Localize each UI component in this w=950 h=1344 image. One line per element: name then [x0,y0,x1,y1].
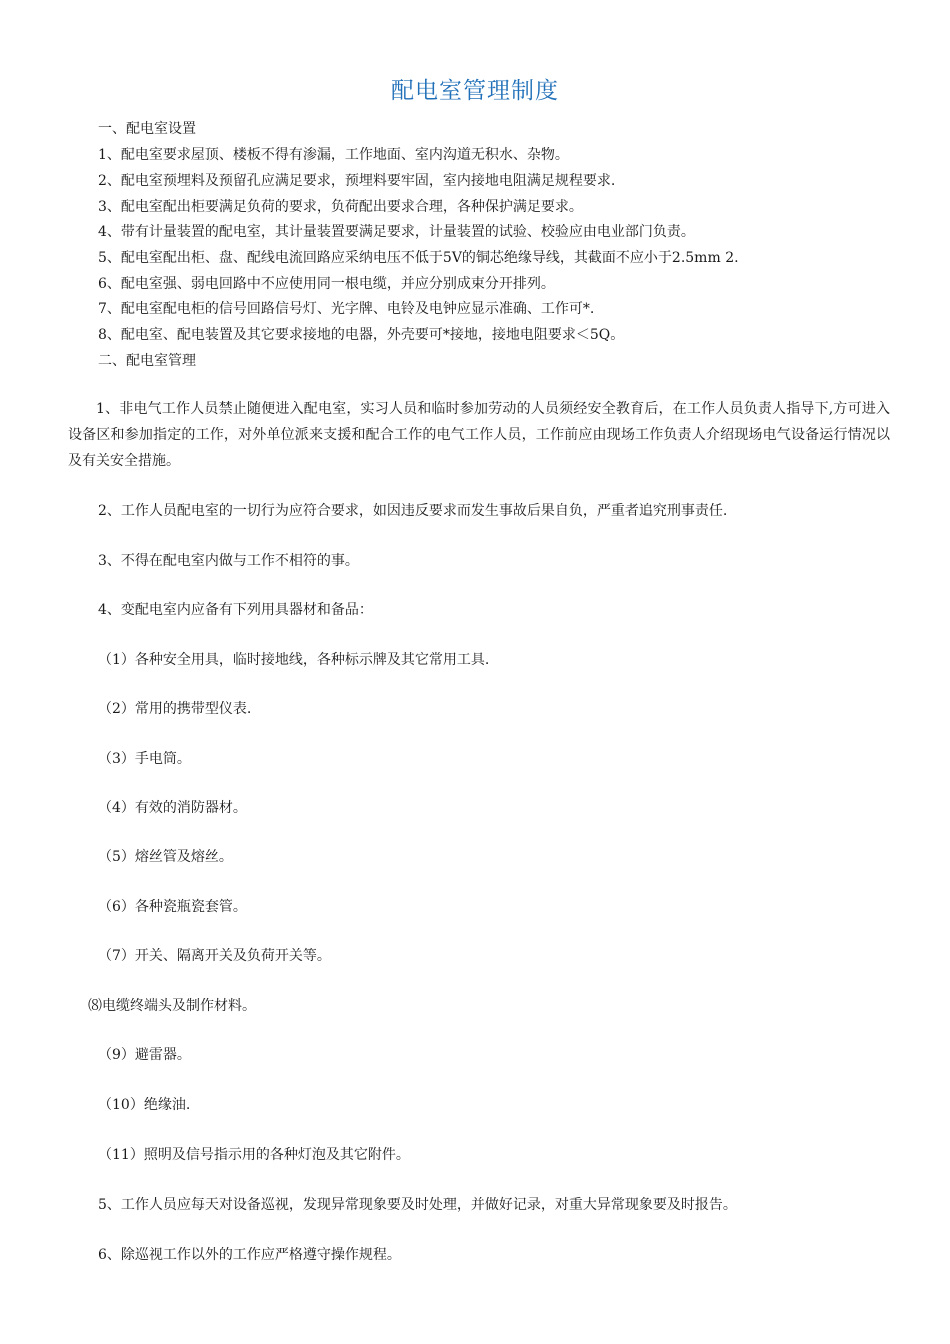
list-item: （1）各种安全用具，临时接地线，各种标示牌及其它常用工具. [98,652,490,668]
list-item: （5）熔丝管及熔丝。 [98,849,233,865]
list-item: （2）常用的携带型仪表. [98,701,252,717]
section2-heading: 二、配电室管理 [98,353,196,369]
section1-item-3: 3、配电室配出柜要满足负荷的要求，负荷配出要求合理，各种保护满足要求。 [98,199,583,215]
section1-item-5: 5、配电室配出柜、盘、配线电流回路应采纳电压不低于5V的铜芯绝缘导线，其截面不应小于2.5mm 2. [98,250,739,266]
section2-paragraph-6: 6、除巡视工作以外的工作应严格遵守操作规程。 [98,1247,401,1263]
list-item: （10）绝缘油. [98,1097,191,1113]
section1-item-7: 7、配电室配电柜的信号回路信号灯、光字牌、电铃及电钟应显示准确、工作可*. [98,301,595,317]
list-item: （3）手电筒。 [98,751,191,767]
section1-item-2: 2、配电室预埋料及预留孔应满足要求，预埋料要牢固，室内接地电阻满足规程要求. [98,173,616,189]
list-item: ⑻电缆终端头及制作材料。 [88,998,256,1014]
list-item: （11）照明及信号指示用的各种灯泡及其它附件。 [98,1147,410,1163]
section2-paragraph-1: 1、非电气工作人员禁止随便进入配电室，实习人员和临时参加劳动的人员须经安全教育后，在工作人员负责人指导下,方可进入设备区和参加指定的工作，对外单位派来支援和配合工作的电气工作人员，工作前应由现场工作负责人介绍现场电气设备运行情况以及有关安全措施。 [68,401,890,469]
list-item: （9）避雷器。 [98,1047,191,1063]
section1-item-4: 4、带有计量装置的配电室，其计量装置要满足要求，计量装置的试验、校验应由电业部门负责。 [98,224,695,240]
list-item: （4）有效的消防器材。 [98,800,247,816]
page-title: 配电室管理制度 [391,78,559,104]
list-item: （6）各种瓷瓶瓷套管。 [98,899,247,915]
section2-paragraph-4: 4、变配电室内应备有下列用具器材和备品： [98,602,373,618]
section2-paragraph-3: 3、不得在配电室内做与工作不相符的事。 [98,553,359,569]
section2-paragraph-5: 5、工作人员应每天对设备巡视，发现异常现象要及时处理，并做好记录，对重大异常现象要及时报告。 [98,1197,737,1213]
section1-item-6: 6、配电室强、弱电回路中不应使用同一根电缆，并应分别成束分开排列。 [98,276,555,292]
section2-paragraph-2: 2、工作人员配电室的一切行为应符合要求，如因违反要求而发生事故后果自负，严重者追究刑事责任. [98,503,728,519]
list-item: （7）开关、隔离开关及负荷开关等。 [98,948,331,964]
section1-item-8: 8、配电室、配电装置及其它要求接地的电器，外壳要可*接地，接地电阻要求＜5Q。 [98,327,625,343]
section1-heading: 一、配电室设置 [98,121,196,137]
section1-item-1: 1、配电室要求屋顶、楼板不得有渗漏，工作地面、室内沟道无积水、杂物。 [98,147,569,163]
